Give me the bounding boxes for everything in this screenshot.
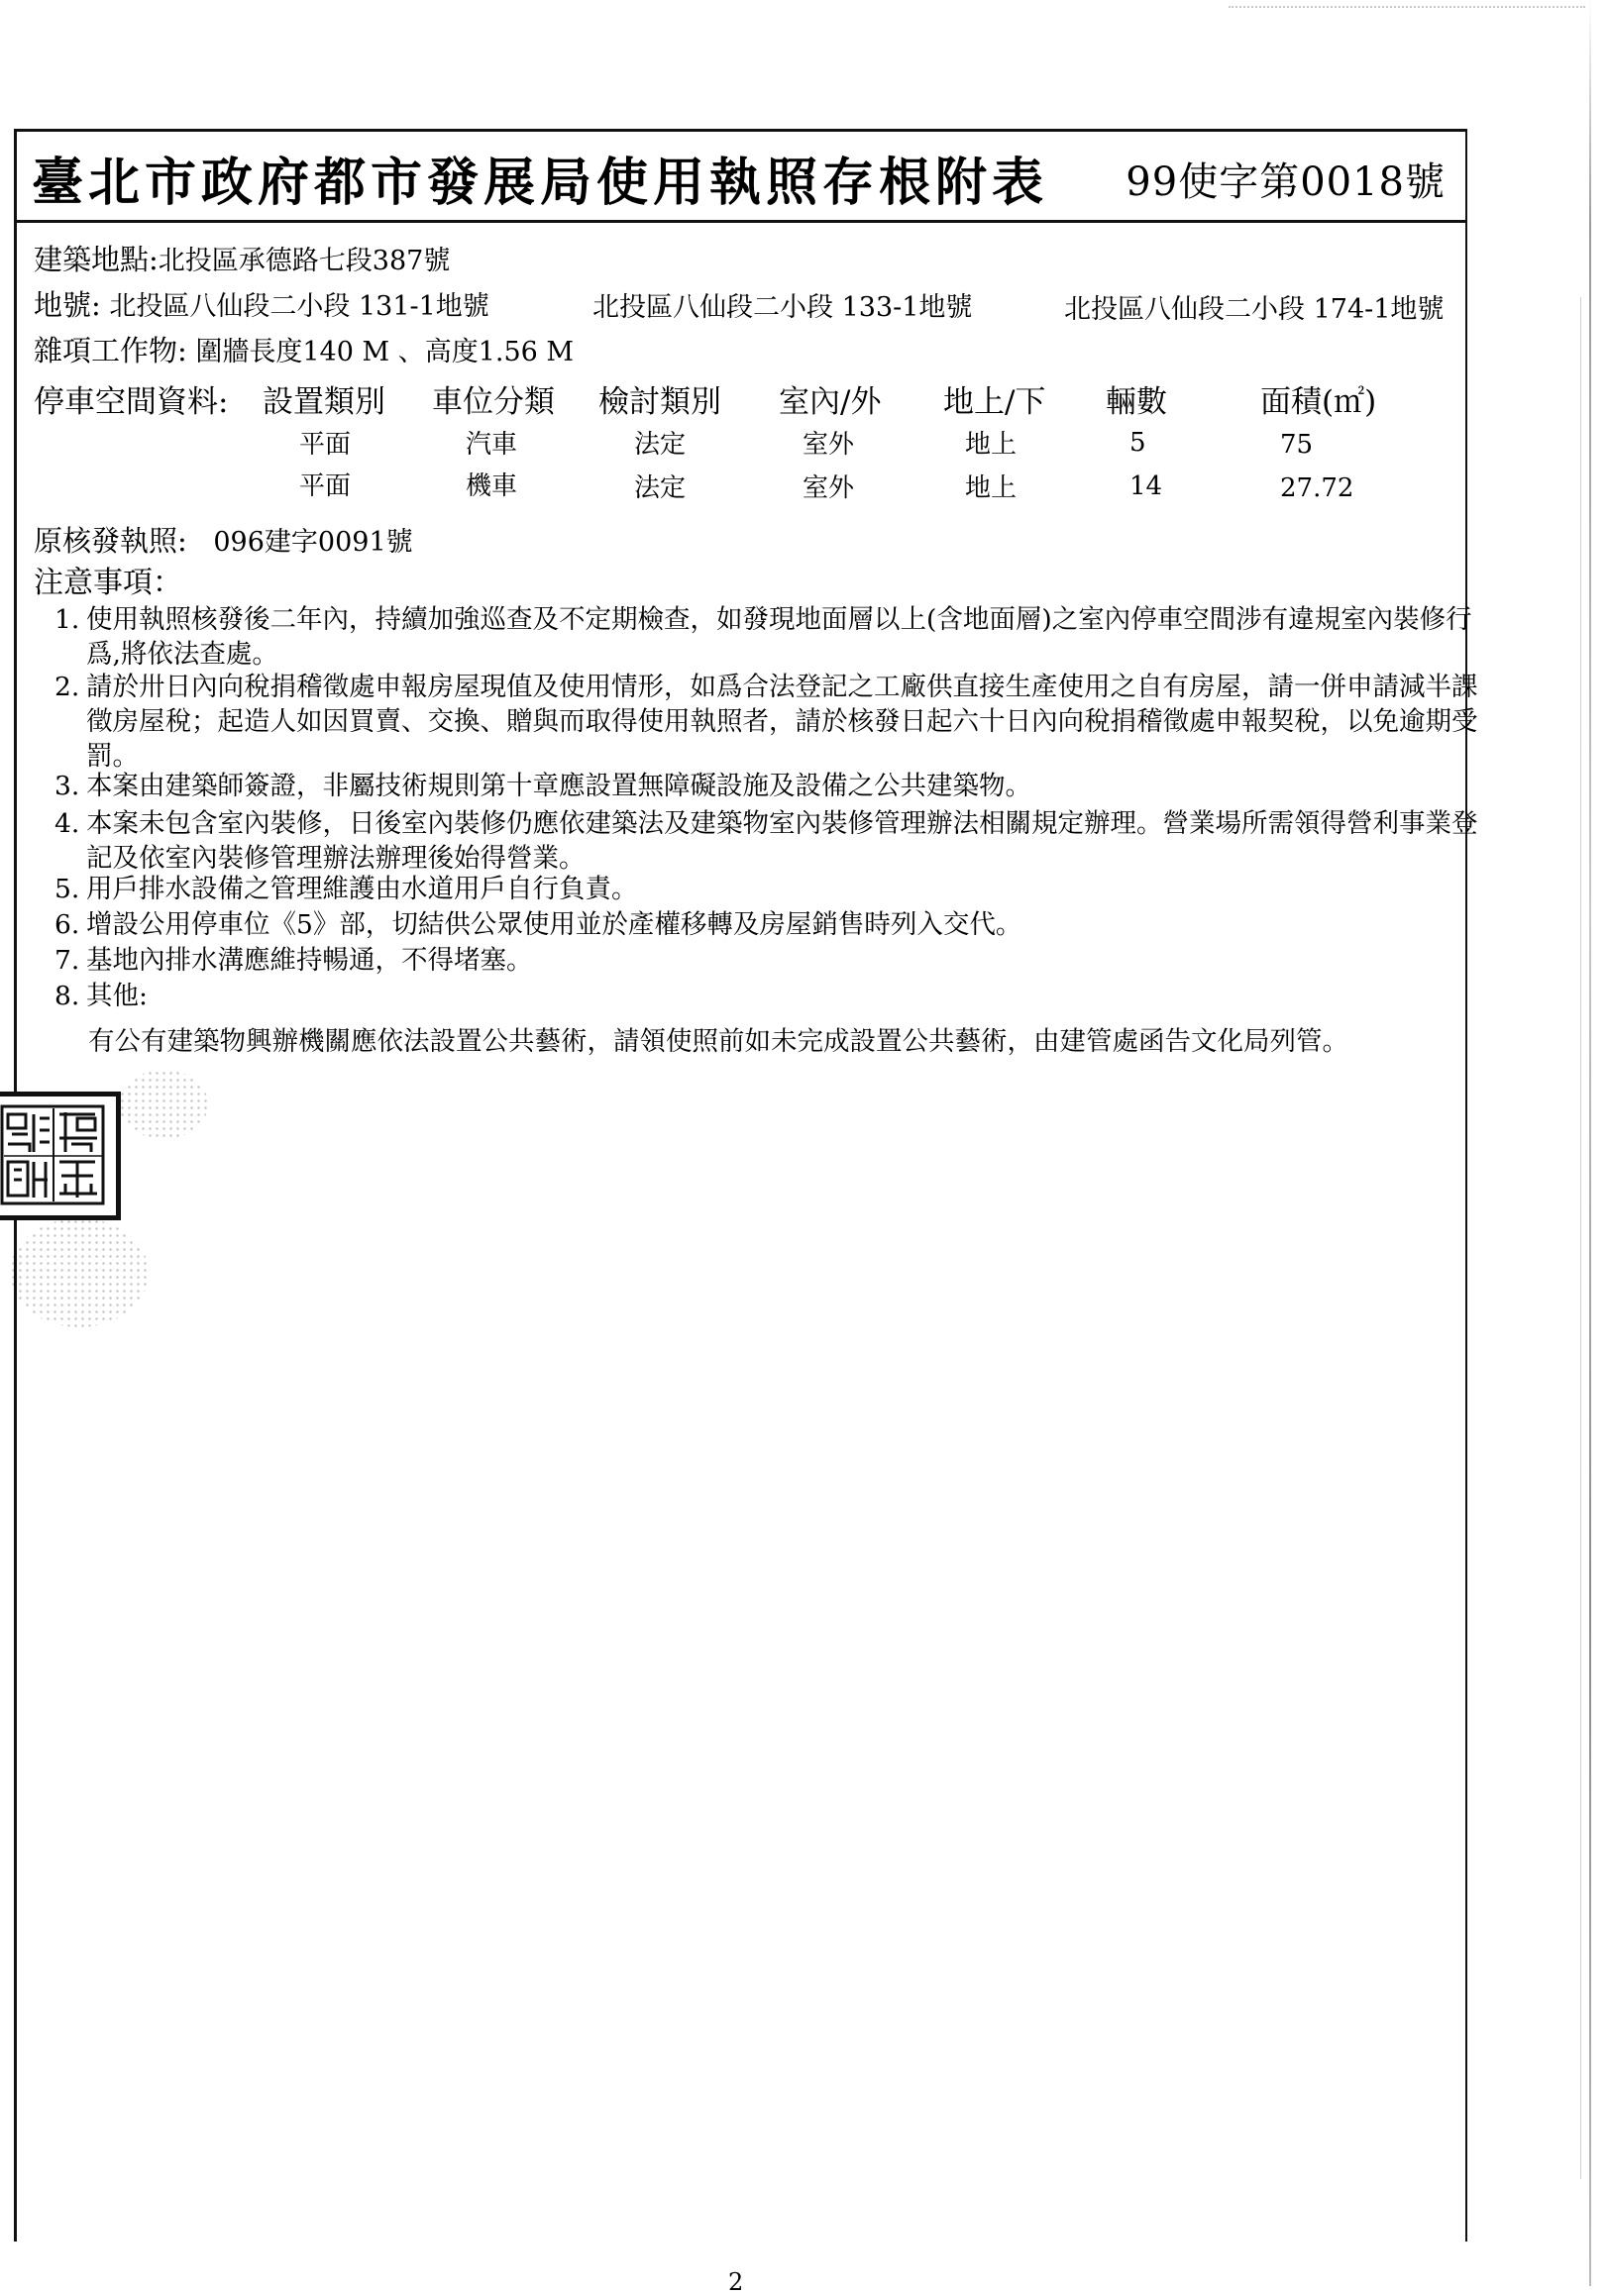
table-cell: 平面	[299, 471, 352, 501]
site-address-line	[34, 238, 450, 278]
table-cell: 平面	[299, 430, 352, 460]
lot-line	[34, 283, 489, 324]
table-cell: 室外	[803, 473, 855, 503]
lot-number-1: 北投區八仙段二小段 131-1地號	[109, 291, 489, 322]
seal-stamp-icon	[0, 1104, 105, 1205]
original-permit-value: 096建字0091號	[213, 527, 413, 558]
table-cell: 機車	[466, 471, 518, 501]
table-cell: 地上	[965, 473, 1018, 503]
note-item	[54, 602, 1481, 672]
table-cell: 地上	[965, 430, 1018, 460]
parking-label: 停車空間資料:	[34, 384, 229, 420]
parking-col-type: 設置類別	[263, 384, 385, 420]
title-row	[14, 129, 1465, 223]
note-number: 5.	[54, 874, 80, 904]
table-cell: 27.72	[1280, 473, 1354, 503]
table-cell: 室外	[803, 430, 855, 460]
table-cell: 14	[1129, 471, 1163, 501]
page-number: 2	[728, 2268, 744, 2296]
note-number: 2.	[54, 672, 80, 702]
table-cell: 75	[1280, 430, 1314, 460]
parking-col-level: 地上/下	[943, 384, 1046, 420]
note-item	[54, 907, 1481, 942]
note-other-text	[54, 1024, 1481, 1059]
lot-number-2: 北投區八仙段二小段 133-1地號	[592, 292, 973, 323]
note-text: 基地內排水溝應維持暢通，不得堵塞。	[86, 945, 533, 976]
note-number: 8.	[54, 981, 80, 1011]
misc-label: 雜項工作物:	[34, 334, 187, 367]
table-cell: 法定	[634, 473, 687, 503]
site-address: 北投區承德路七段387號	[158, 246, 451, 276]
table-cell: 法定	[634, 430, 687, 460]
table-cell: 5	[1129, 428, 1146, 458]
note-text: 請於卅日內向稅捐稽徵處申報房屋現值及使用情形，如爲合法登記之工廠供直接生產使用之自有房屋，請一併申請減半課徵房屋稅；起造人如因買賣、交換、贈與而取得使用執照者，請於核發日起六十日內向稅捐稽徵處申報契稅，以免逾期受罰。	[86, 672, 1478, 772]
misc-structure-line	[34, 329, 574, 369]
note-item	[54, 806, 1481, 876]
note-number: 6.	[54, 909, 80, 940]
parking-col-indoor: 室內/外	[779, 384, 882, 420]
scan-edge	[1589, 0, 1591, 2286]
parking-col-count: 輛數	[1106, 384, 1167, 420]
note-item	[54, 979, 1481, 1013]
note-text: 本案未包含室內裝修，日後室內裝修仍應依建築法及建築物室內裝修管理辦法相關規定辦理。營業場所需領得營利事業登記及依室內裝修管理辦法辦理後始得營業。	[86, 808, 1478, 874]
note-number: 1.	[54, 604, 80, 635]
official-seal	[0, 1092, 121, 1220]
document-title: 臺北市政府都市發展局使用執照存根附表	[32, 153, 1049, 213]
parking-col-category: 車位分類	[432, 384, 555, 420]
misc-value: 圍牆長度140 M 、高度1.56 M	[195, 337, 575, 367]
note-text: 本案由建築師簽證，非屬技術規則第十章應設置無障礙設施及設備之公共建築物。	[86, 771, 1031, 801]
note-other-content: 有公有建築物興辦機關應依法設置公共藝術，請領使照前如未完成設置公共藝術，由建管處函告文化局列管。	[88, 1026, 1348, 1057]
site-address-label: 建築地點:	[34, 243, 159, 276]
note-number: 3.	[54, 771, 80, 801]
note-item	[54, 769, 1481, 803]
parking-col-area: 面積(㎡)	[1260, 384, 1377, 420]
lot-label: 地號:	[34, 288, 101, 322]
note-text: 用戶排水設備之管理維護由水道用戶自行負責。	[86, 874, 638, 904]
original-permit-label: 原核發執照:	[34, 524, 187, 558]
notes-title: 注意事項：	[34, 566, 182, 600]
note-item	[54, 872, 1481, 906]
original-permit-line	[34, 519, 413, 560]
note-text: 增設公用停車位《5》部，切結供公眾使用並於產權移轉及房屋銷售時列入交代。	[86, 909, 1022, 940]
note-text: 其他:	[86, 981, 148, 1011]
permit-number: 99使字第0018號	[1126, 159, 1446, 205]
note-item	[54, 943, 1481, 978]
note-item	[54, 670, 1481, 774]
document-frame	[14, 129, 1467, 2242]
note-text: 使用執照核發後二年內，持續加強巡查及不定期檢查，如發現地面層以上(含地面層)之室內停車空間涉有違規室內裝修行爲,將依法查處。	[86, 604, 1472, 670]
lot-number-3: 北投區八仙段二小段 174-1地號	[1064, 294, 1445, 325]
table-cell: 汽車	[466, 430, 518, 460]
scan-dots	[1229, 6, 1585, 10]
parking-col-review: 檢討類別	[598, 384, 721, 420]
note-number: 7.	[54, 945, 80, 976]
scan-edge-inner	[1580, 297, 1581, 2179]
note-number: 4.	[54, 808, 80, 839]
